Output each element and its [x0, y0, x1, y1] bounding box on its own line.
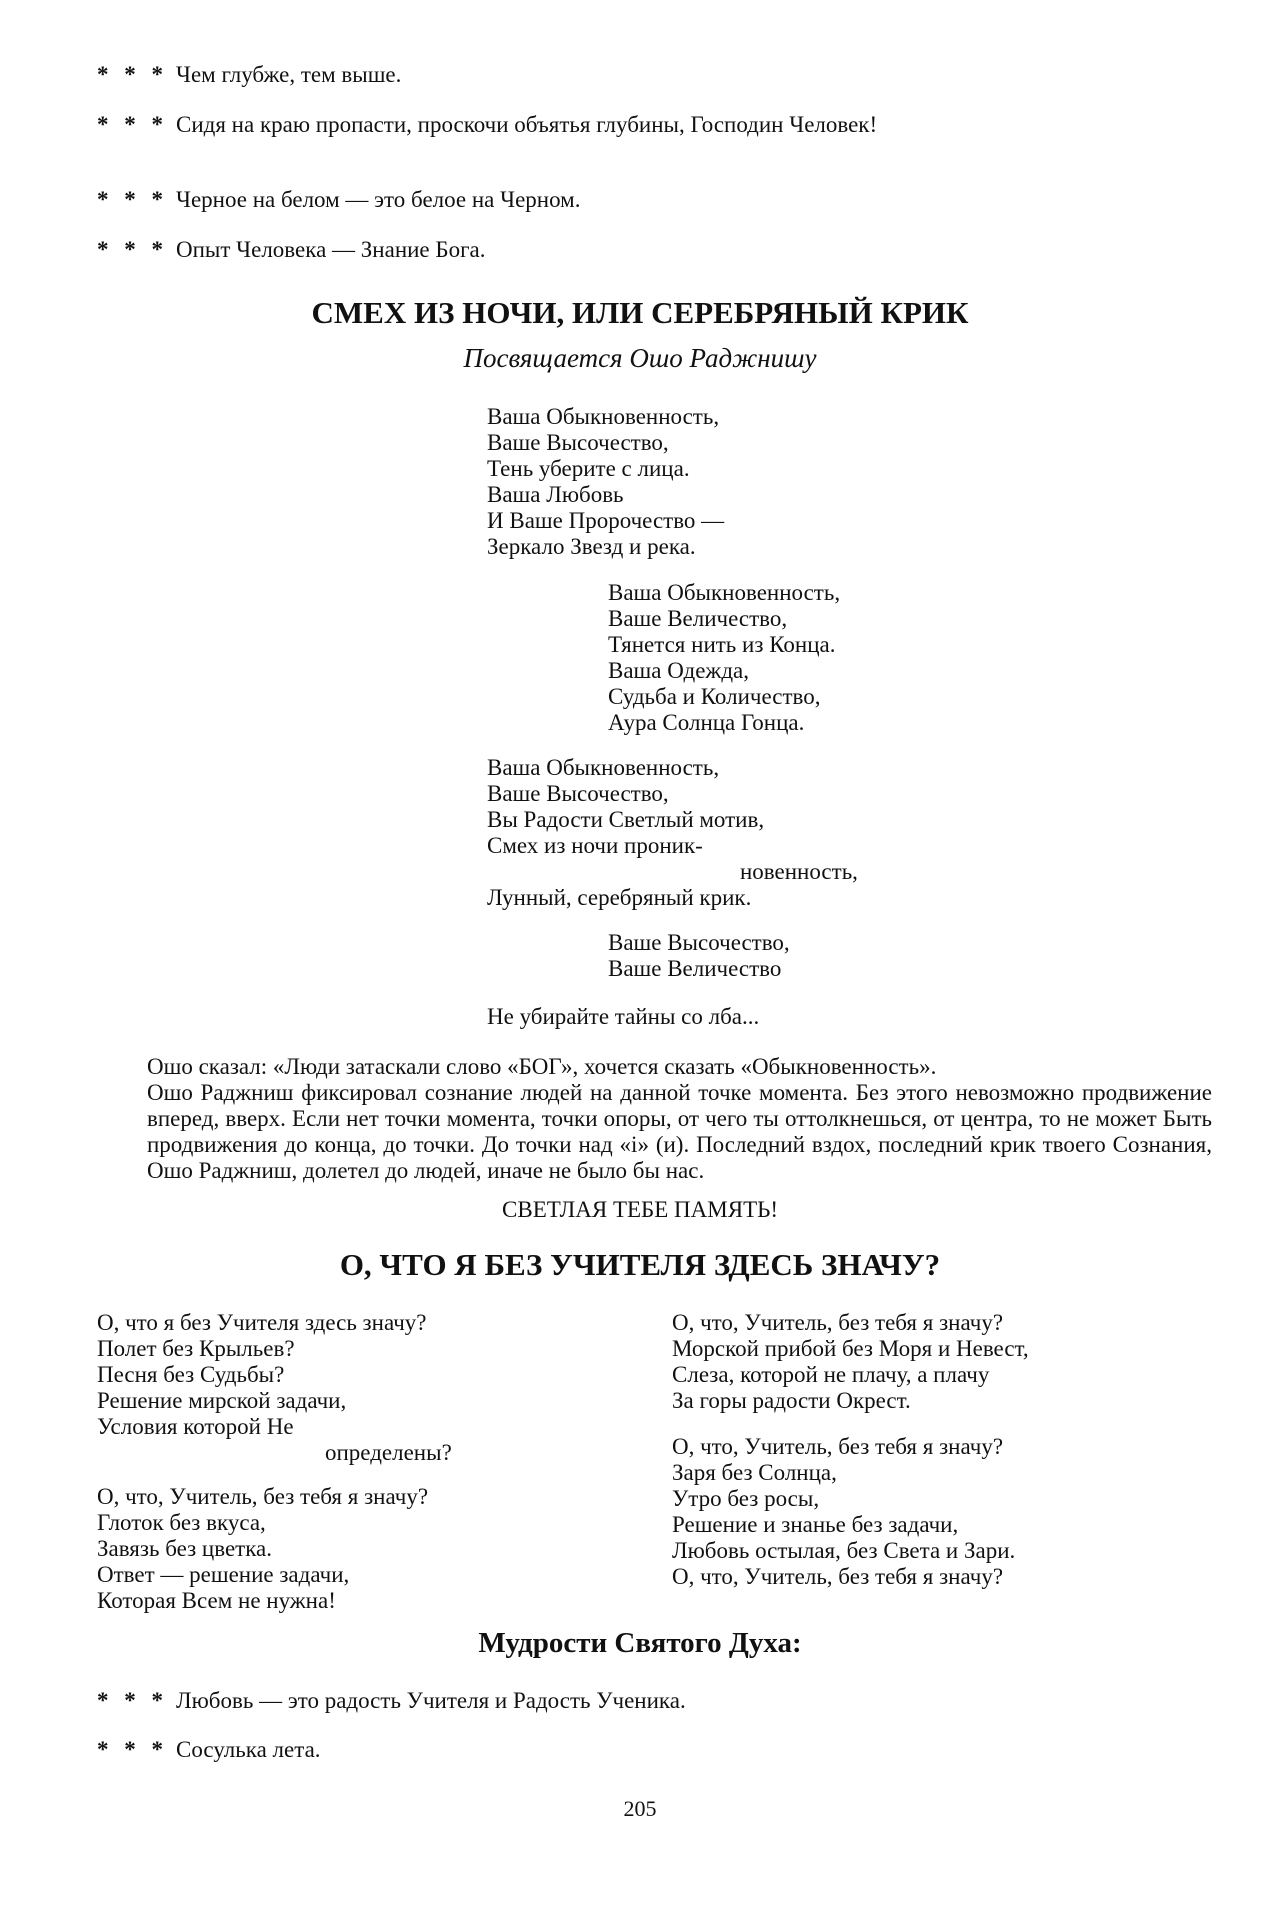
- stanza: [97, 1484, 428, 1614]
- verse-line: Судьба и Количество,: [608, 684, 821, 709]
- verse-line: Тянется нить из Конца.: [608, 632, 836, 657]
- verse-line: Которая Всем не нужна!: [97, 1588, 336, 1613]
- asterisks: * * *: [97, 112, 168, 137]
- verse-line: О, что, Учитель, без тебя я значу?: [672, 1434, 1004, 1459]
- verse-line: Аура Солнца Гонца.: [608, 710, 805, 735]
- memory-line: СВЕТЛАЯ ТЕБЕ ПАМЯТЬ!: [502, 1197, 778, 1222]
- aphorism: * * * Сидя на краю пропасти, проскочи объятья глубины, Господин Человек!: [97, 112, 878, 137]
- stanza: [672, 1434, 1015, 1590]
- section-title: Мудрости Святого Духа:: [478, 1627, 802, 1659]
- verse-line: Условия которой Не: [97, 1414, 294, 1439]
- aphorism: * * * Чем глубже, тем выше.: [97, 62, 402, 87]
- verse-line: О, что, Учитель, без тебя я значу?: [97, 1484, 429, 1509]
- verse-line: Морской прибой без Моря и Невест,: [672, 1336, 1029, 1361]
- aphorism: * * * Сосулька лета.: [97, 1737, 321, 1762]
- asterisks: * * *: [97, 1737, 168, 1762]
- verse-line: Ваша Одежда,: [608, 658, 749, 683]
- verse-line: определены?: [325, 1440, 452, 1465]
- verse-line: Вы Радости Светлый мотив,: [487, 807, 765, 832]
- stanza: [487, 755, 858, 911]
- verse-line: Ваша Обыкновенность,: [487, 755, 720, 780]
- stanza: [672, 1310, 1029, 1414]
- verse-line: Решение мирской задачи,: [97, 1388, 347, 1413]
- verse-line: Не убирайте тайны со лба...: [487, 1004, 760, 1029]
- verse-line: И Ваше Пророчество —: [487, 508, 725, 533]
- verse-line: Завязь без цветка.: [97, 1536, 272, 1561]
- verse-line: Слеза, которой не плачу, а плачу: [672, 1362, 990, 1387]
- asterisks: * * *: [97, 1688, 168, 1713]
- poem-title: СМЕХ ИЗ НОЧИ, ИЛИ СЕРЕБРЯНЫЙ КРИК: [311, 295, 969, 330]
- verse-line: Ваша Обыкновенность,: [487, 404, 720, 429]
- aphorism: * * * Опыт Человека — Знание Бога.: [97, 237, 486, 262]
- verse-line: новенность,: [740, 859, 858, 884]
- verse-line: Ваше Высочество,: [487, 781, 669, 806]
- paragraph: Ошо сказал: «Люди затаскали слово «БОГ», хочется сказать «Обыкновенность».: [147, 1054, 937, 1079]
- asterisks: * * *: [97, 237, 168, 262]
- verse-line: О, что я без Учителя здесь значу?: [97, 1310, 427, 1335]
- verse-line: Ваше Величество: [608, 956, 782, 981]
- verse-line: Ваша Любовь: [487, 482, 624, 507]
- verse-line: Утро без росы,: [672, 1486, 820, 1511]
- verse-line: Заря без Солнца,: [672, 1460, 837, 1485]
- verse-line: За горы радости Окрест.: [672, 1388, 911, 1413]
- verse-line: Смех из ночи проник-: [487, 833, 703, 858]
- verse-line: Ваше Величество,: [608, 606, 788, 631]
- verse-line: Тень уберите с лица.: [487, 456, 690, 481]
- verse-line: Ваше Высочество,: [487, 430, 669, 455]
- verse-line: Лунный, серебряный крик.: [487, 885, 752, 910]
- aphorism: * * * Любовь — это радость Учителя и Радость Ученика.: [97, 1688, 686, 1713]
- verse-line: Зеркало Звезд и река.: [487, 534, 696, 559]
- verse-line: Глоток без вкуса,: [97, 1510, 266, 1535]
- prose-block: [147, 1054, 1212, 1184]
- verse-line: Решение и знанье без задачи,: [672, 1512, 959, 1537]
- poem-dedication: Посвящается Ошо Раджнишу: [463, 343, 817, 373]
- verse-line: Песня без Судьбы?: [97, 1362, 285, 1387]
- page-number: 205: [623, 1796, 657, 1821]
- aphorism: * * * Черное на белом — это белое на Черном.: [97, 187, 581, 212]
- stanza: [487, 404, 724, 560]
- verse-line: О, что, Учитель, без тебя я значу?: [672, 1564, 1004, 1589]
- paragraph: Ошо Раджниш фиксировал сознание людей на данной точке момента. Без этого невозможно продвижение вперед, вверх. Если нет точки момента, точки опоры, от чего ты оттолкнешься, от центра, то не может Быть продвижения до конца, до точки. До точки над «і» (и). Последний вздох, последний крик твоего Сознания, Ошо Раджниш, долетел до людей, иначе не было бы нас.: [147, 1080, 1212, 1183]
- verse-line: Ответ — решение задачи,: [97, 1562, 350, 1587]
- stanza: [97, 1310, 452, 1466]
- asterisks: * * *: [97, 62, 168, 87]
- stanza: [608, 580, 840, 736]
- stanza: [608, 930, 790, 982]
- verse-line: О, что, Учитель, без тебя я значу?: [672, 1310, 1004, 1335]
- verse-line: Ваше Высочество,: [608, 930, 790, 955]
- verse-line: Ваша Обыкновенность,: [608, 580, 841, 605]
- poem-title: О, ЧТО Я БЕЗ УЧИТЕЛЯ ЗДЕСЬ ЗНАЧУ?: [339, 1247, 941, 1282]
- asterisks: * * *: [97, 187, 168, 212]
- stanza: [487, 1004, 759, 1030]
- verse-line: Любовь остылая, без Света и Зари.: [672, 1538, 1016, 1563]
- verse-line: Полет без Крыльев?: [97, 1336, 295, 1361]
